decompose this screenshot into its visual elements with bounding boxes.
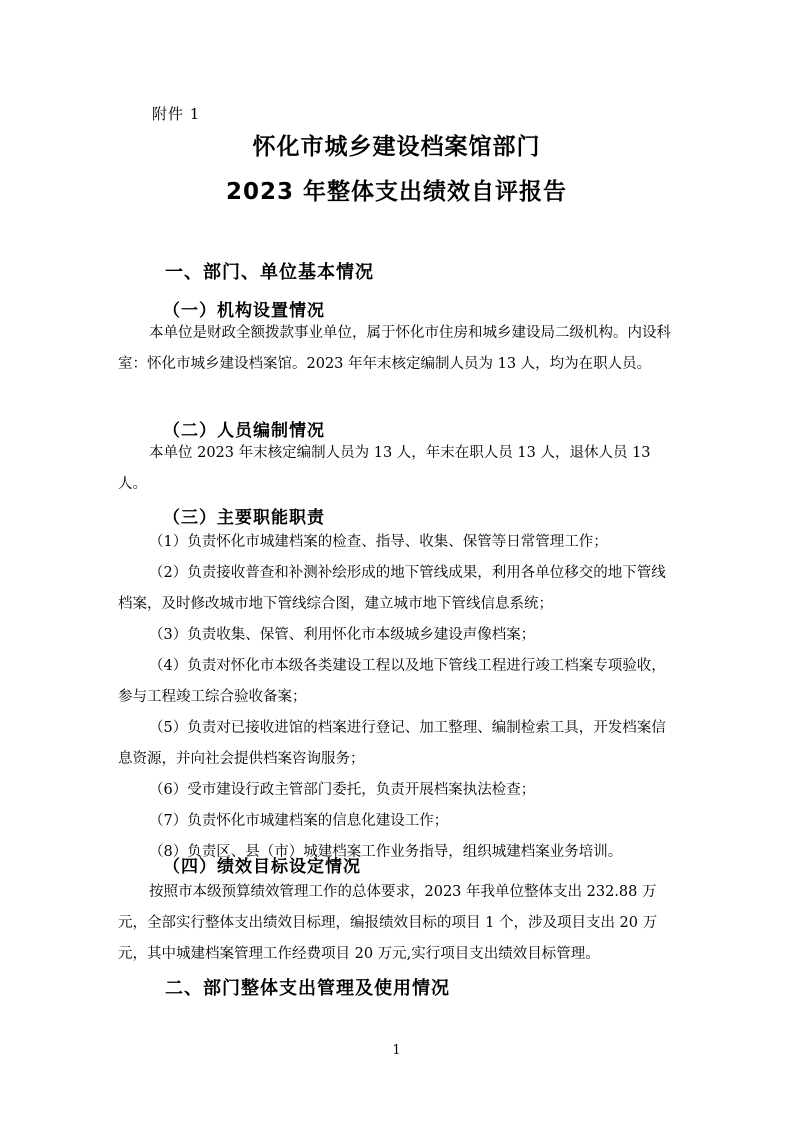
document-title-line2: 2023 年整体支出绩效自评报告 <box>225 179 568 205</box>
section1-heading: 一、部门、单位基本情况 <box>165 262 374 283</box>
duty-item-3: （3）负责收集、保管、利用怀化市本级城乡建设声像档案； <box>149 627 536 643</box>
sub1-paragraph: 本单位是财政全额拨款事业单位，属于怀化市住房和城乡建设局二级机构。内设科室：怀化市城乡建设档案馆。2023 年年末核定编制人员为 13 人，均为在职人员。 <box>118 325 671 372</box>
page-number: 1 <box>392 1043 401 1058</box>
duty-item-1: （1）负责怀化市城建档案的检查、指导、收集、保管等日常管理工作； <box>149 534 608 550</box>
duty-item-4: （4）负责对怀化市本级各类建设工程以及地下管线工程进行竣工档案专项验收，参与工程竣工综合验收备案； <box>118 658 666 705</box>
sub4-paragraph: 按照市本级预算绩效管理工作的总体要求，2023 年我单位整体支出 232.88 万元，全部实行整体支出绩效目标理，编报绩效目标的项目 1 个，涉及项目支出 20 万元，其中城建档案管理工作经费项目 20 万元,实行项目支出绩效目标管理。 <box>118 884 658 962</box>
section2-heading: 二、部门整体支出管理及使用情况 <box>165 978 450 999</box>
sub4-heading: （四）绩效目标设定情况 <box>163 857 361 877</box>
sub3-heading: （三）主要职能职责 <box>163 508 325 528</box>
sub1-heading: （一）机构设置情况 <box>163 301 325 321</box>
document-title-line1: 怀化市城乡建设档案馆部门 <box>252 134 541 160</box>
duty-item-6: （6）受市建设行政主管部门委托，负责开展档案执法检查； <box>149 782 536 798</box>
duty-item-8: （8）负责区、县（市）城建档案工作业务指导，组织城建档案业务培训。 <box>149 844 623 860</box>
duty-item-2: （2）负责接收普查和补测补绘形成的地下管线成果，利用各单位移交的地下管线档案，及时修改城市地下管线综合图，建立城市地下管线信息系统； <box>118 565 666 612</box>
duty-item-5: （5）负责对已接收进馆的档案进行登记、加工整理、编制检索工具，开发档案信息资源，并向社会提供档案咨询服务； <box>118 720 666 767</box>
sub2-paragraph: 本单位 2023 年末核定编制人员为 13 人，年末在职人员 13 人，退休人员 13 人。 <box>118 445 651 492</box>
duty-item-7: （7）负责怀化市城建档案的信息化建设工作； <box>149 813 449 829</box>
sub2-heading: （二）人员编制情况 <box>163 421 325 441</box>
attachment-label: 附件 1 <box>152 105 201 123</box>
